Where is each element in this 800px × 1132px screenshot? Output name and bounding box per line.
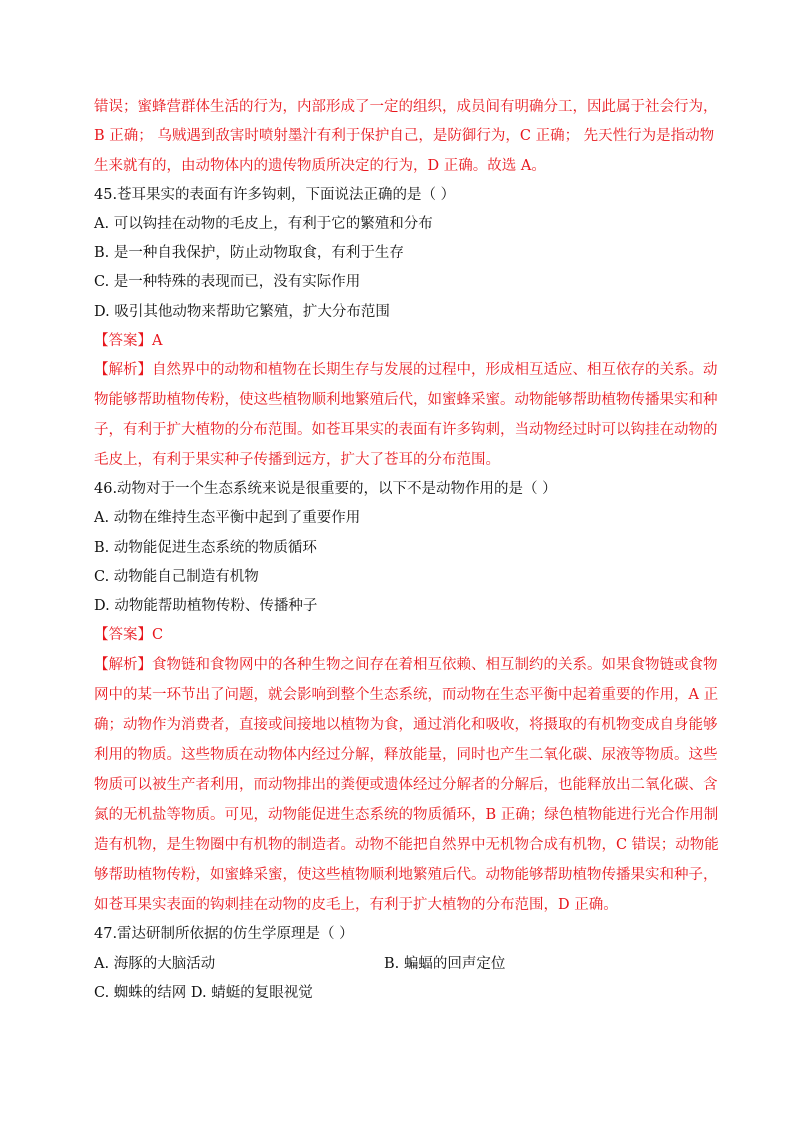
q45-option-a: A. 可以钩挂在动物的毛皮上，有利于它的繁殖和分布 [94,216,433,232]
q46-analysis-line-1: 【解析】食物链和食物网中的各种生物之间存在着相互依赖、相互制约的关系。如果食物链或食物 [94,657,718,673]
q46-option-d: D. 动物能帮助植物传粉、传播种子 [94,598,318,614]
q45-analysis-line-2: 物能够帮助植物传粉，使这些植物顺利地繁殖后代，如蜜蜂采蜜。动物能够帮助植物传播果实和种 [94,392,718,408]
q44-analysis-line-1: 错误；蜜蜂营群体生活的行为，内部形成了一定的组织，成员间有明确分工，因此属于社会行为， [94,99,718,115]
q47-options-row-1 [94,954,694,974]
q47-options-row-2: C. 蜘蛛的结网 D. 蜻蜓的复眼视觉 [94,985,313,1001]
q46-analysis-line-3: 确；动物作为消费者，直接或间接地以植物为食，通过消化和吸收，将摄取的有机物变成自身能够 [94,717,718,733]
q44-analysis-line-3: 生来就有的，由动物体内的遗传物质所决定的行为，D 正确。故选 A。 [94,158,546,174]
q46-analysis-line-8: 够帮助植物传粉，如蜜蜂采蜜，使这些植物顺利地繁殖后代。动物能够帮助植物传播果实和种子， [94,867,718,883]
q46-analysis-line-6: 氮的无机盐等物质。可见，动物能促进生态系统的物质循环，B 正确；绿色植物能进行光合作用制 [94,807,719,823]
q46-analysis-line-4: 利用的物质。这些物质在动物体内经过分解，释放能量，同时也产生二氧化碳、尿液等物质。这些 [94,747,718,763]
q45-stem: 45.苍耳果实的表面有许多钩刺，下面说法正确的是（ ） [94,187,456,203]
q46-analysis-line-7: 造有机物，是生物圈中有机物的制造者。动物不能把自然界中无机物合成有机物，C 错误；动物能 [94,837,719,853]
q47-stem: 47.雷达研制所依据的仿生学原理是（ ） [94,926,354,942]
q46-option-c: C. 动物能自己制造有机物 [94,569,259,585]
q45-option-d: D. 吸引其他动物来帮助它繁殖，扩大分布范围 [94,304,390,320]
q45-option-b: B. 是一种自我保护，防止动物取食，有利于生存 [94,245,404,261]
q46-option-a: A. 动物在维持生态平衡中起到了重要作用 [94,510,361,526]
q45-option-c: C. 是一种特殊的表现而已，没有实际作用 [94,274,361,290]
q46-analysis-line-9: 如苍耳果实表面的钩刺挂在动物的皮毛上，有利于扩大植物的分布范围，D 正确。 [94,897,618,913]
q46-stem: 46.动物对于一个生态系统来说是很重要的，以下不是动物作用的是（ ） [94,481,557,497]
q46-option-b: B. 动物能促进生态系统的物质循环 [94,540,317,556]
q46-answer: 【答案】C [94,627,164,643]
q45-answer: 【答案】A [94,333,163,349]
q46-analysis-line-5: 物质可以被生产者利用，而动物排出的粪便或遗体经过分解者的分解后，也能释放出二氧化碳、含 [94,777,718,793]
q44-analysis-line-2: B 正确； 乌贼遇到敌害时喷射墨汁有利于保护自己，是防御行为，C 正确； 先天性行为是指动物 [94,128,715,144]
q47-option-b: B. 蝙蝠的回声定位 [384,956,506,972]
q45-analysis-line-1: 【解析】自然界中的动物和植物在长期生存与发展的过程中，形成相互适应、相互依存的关系。动 [94,362,718,378]
q45-analysis-line-4: 毛皮上，有利于果实种子传播到远方，扩大了苍耳的分布范围。 [94,452,500,468]
q45-analysis-line-3: 子，有利于扩大植物的分布范围。如苍耳果实的表面有许多钩刺，当动物经过时可以钩挂在动物的 [94,422,718,438]
q46-analysis-line-2: 网中的某一环节出了问题，就会影响到整个生态系统，而动物在生态平衡中起着重要的作用，A 正 [94,687,719,703]
q47-option-a: A. 海豚的大脑活动 [94,956,216,972]
